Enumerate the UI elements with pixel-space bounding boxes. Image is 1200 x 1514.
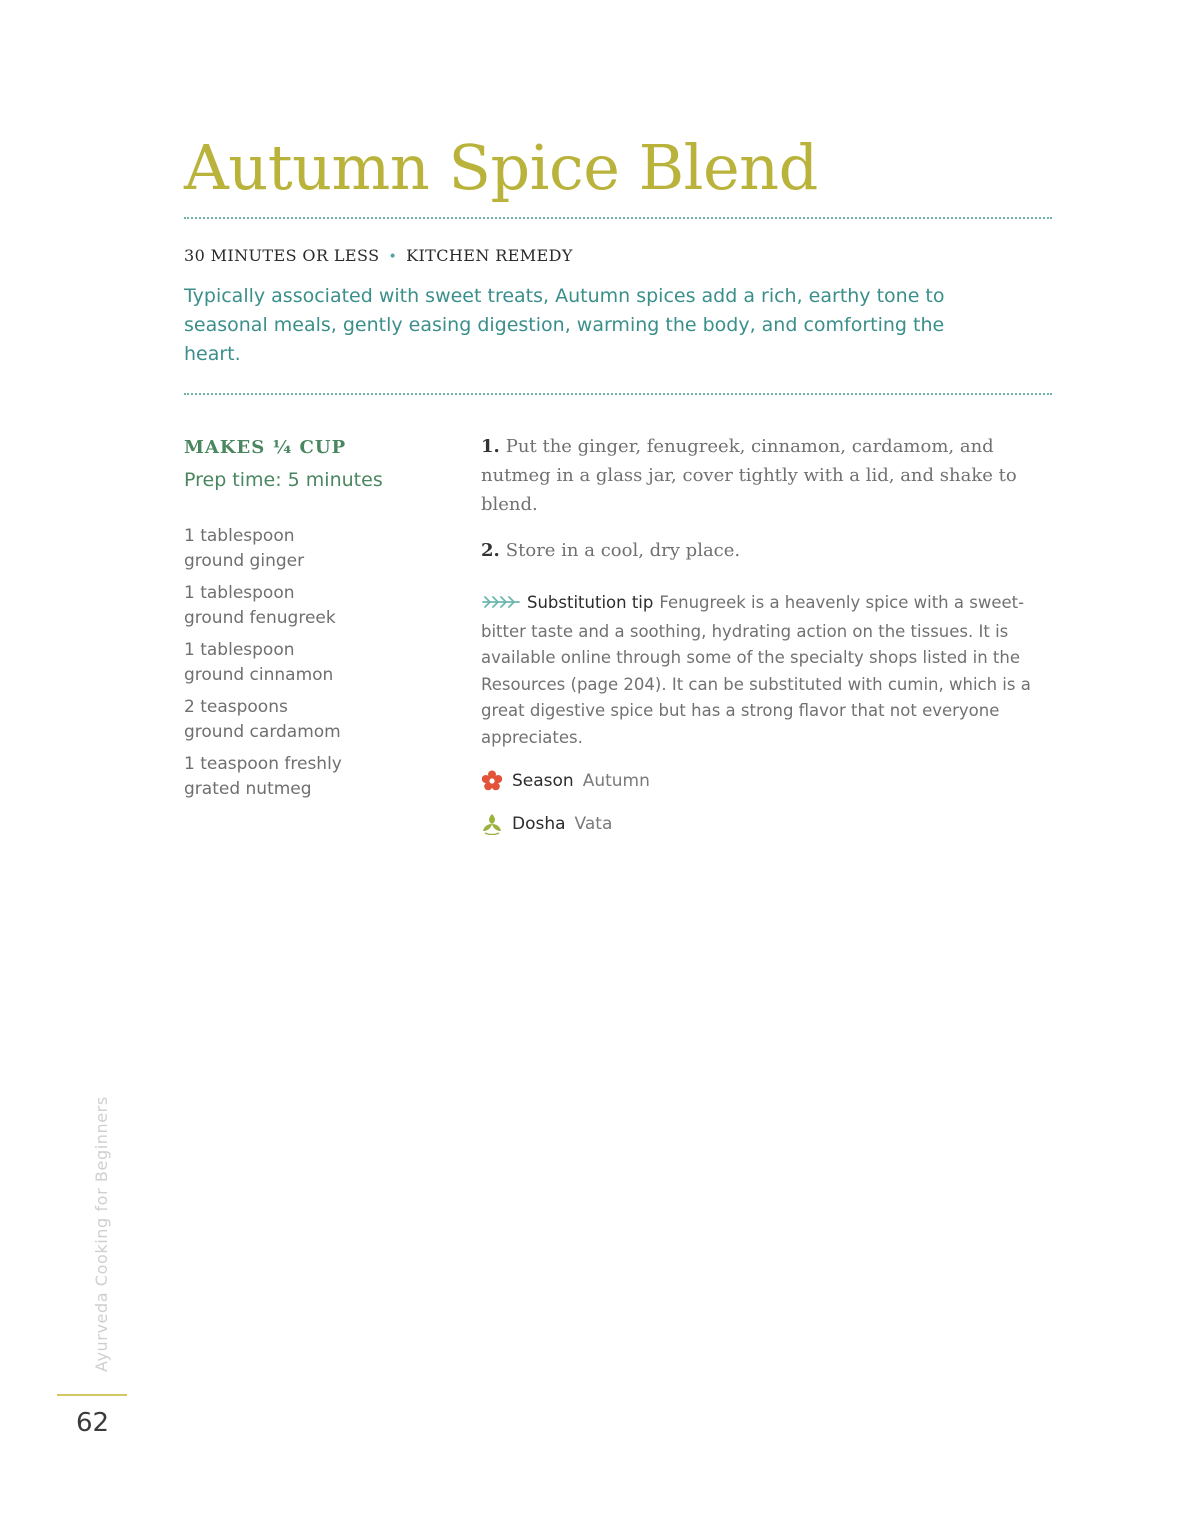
arrow-icon: [481, 592, 521, 619]
yield: MAKES ¼ CUP: [184, 437, 347, 458]
dosha-label: Dosha: [512, 814, 566, 834]
substitution-tip: [481, 590, 1049, 751]
ingredient-name: grated nutmeg: [184, 779, 312, 799]
folio-rule: [57, 1394, 127, 1396]
ingredient-list: [184, 524, 444, 809]
season-value: Autumn: [582, 771, 650, 791]
divider-bottom: [184, 393, 1052, 395]
running-head: Ayurveda Cooking for Beginners: [92, 1096, 111, 1372]
step-number: 1.: [481, 436, 500, 457]
ingredient-item: [184, 638, 444, 688]
step-number: 2.: [481, 540, 500, 561]
ingredient-amount: 1 tablespoon: [184, 640, 295, 660]
step-item: [481, 536, 1041, 565]
ingredient-amount: 1 tablespoon: [184, 526, 295, 546]
tag-category: KITCHEN REMEDY: [406, 246, 573, 265]
recipe-tags: [184, 244, 573, 268]
ingredient-item: [184, 752, 444, 802]
dosha-icon: [481, 813, 503, 835]
divider-top: [184, 217, 1052, 219]
recipe-title: Autumn Spice Blend: [184, 131, 818, 204]
ingredient-item: [184, 695, 444, 745]
ingredient-name: ground fenugreek: [184, 608, 336, 628]
dosha-value: Vata: [574, 814, 613, 834]
season-row: [481, 767, 650, 795]
prep-time: Prep time: 5 minutes: [184, 469, 383, 491]
ingredient-name: ground ginger: [184, 551, 305, 571]
tag-separator: •: [388, 249, 398, 265]
step-text: Store in a cool, dry place.: [505, 540, 741, 561]
page-number: 62: [76, 1408, 110, 1438]
tag-time: 30 MINUTES OR LESS: [184, 246, 380, 265]
tip-text: Fenugreek is a heavenly spice with a sweet-bitter taste and a soothing, hydrating action on the tissues. It is available online through some of the specialty shops listed in the Resources (page 204). It can be substituted with cumin, which is a great digestive spice but has a strong flavor that not everyone appreciates.: [481, 593, 1031, 747]
ingredient-name: ground cinnamon: [184, 665, 334, 685]
flower-icon: [481, 770, 503, 792]
ingredient-amount: 1 teaspoon freshly: [184, 754, 342, 774]
recipe-intro: Typically associated with sweet treats, Autumn spices add a rich, earthy tone to seasonal meals, gently easing digestion, warming the body, and comforting the heart.: [184, 285, 945, 365]
ingredient-name: ground cardamom: [184, 722, 341, 742]
ingredient-item: [184, 581, 444, 631]
step-text: Put the ginger, fenugreek, cinnamon, cardamom, and nutmeg in a glass jar, cover tightly with a lid, and shake to blend.: [481, 436, 1017, 515]
ingredient-amount: 1 tablespoon: [184, 583, 295, 603]
tip-label: Substitution tip: [527, 593, 654, 612]
step-item: [481, 432, 1041, 519]
dosha-row: [481, 810, 612, 838]
ingredient-amount: 2 teaspoons: [184, 697, 288, 717]
ingredient-item: [184, 524, 444, 574]
season-label: Season: [512, 771, 574, 791]
step-list: [481, 432, 1041, 582]
